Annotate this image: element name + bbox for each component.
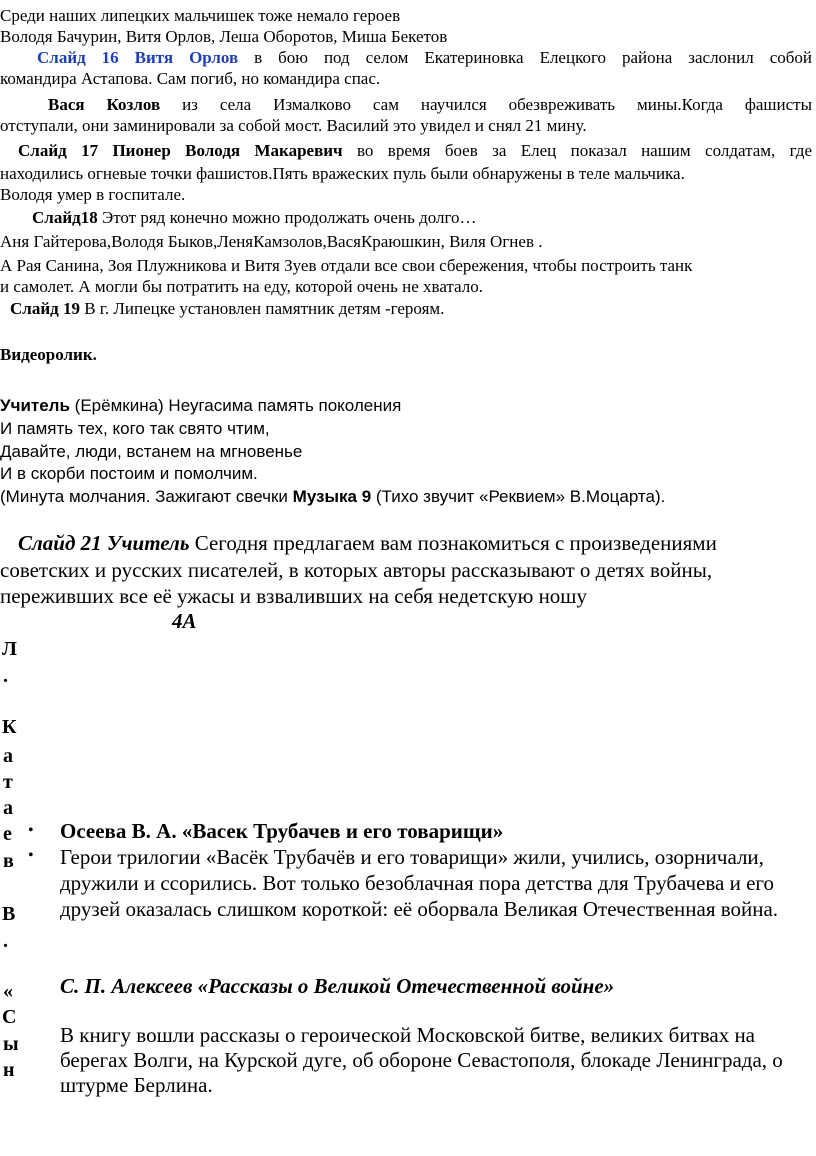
slide21-text-end: переживших все её ужасы и взваливших на себя недетскую ношу xyxy=(0,584,587,608)
bullet-2: • xyxy=(28,847,34,864)
minute-silence: (Минута молчания. Зажигают свечки xyxy=(0,487,293,506)
vertical-char-2: . xyxy=(3,665,8,687)
music-9: Музыка 9 xyxy=(292,487,372,506)
kozlov-text: из села Измалково сам научился обезвреживать мины.Когда фашисты xyxy=(160,95,812,114)
vertical-char-10: . xyxy=(3,930,8,952)
vertical-char-1: Л xyxy=(2,638,17,660)
poem-line-5 xyxy=(0,486,812,507)
marker-4a: 4А xyxy=(172,609,197,633)
slide17-text: во время боев за Елец показал нашим солдатам, где xyxy=(342,141,812,160)
poem-teacher: Учитель xyxy=(0,396,70,415)
kozlov-text-cont: отступали, они заминировали за собой мост. Василий это увидел и снял 21 мину. xyxy=(0,116,587,135)
vertical-char-4: а xyxy=(3,745,13,767)
book1-title: Осеева В. А. «Васек Трубачев и его товарищи» xyxy=(60,819,504,843)
poem-line-3: Давайте, люди, встанем на мгновенье xyxy=(0,442,303,461)
vertical-char-8: в xyxy=(3,850,14,872)
slide16-paragraph xyxy=(0,47,812,68)
book2-description: В книгу вошли рассказы о героической Московской битве, великих битвах на берегах Волги, на Курской дуге, об обороне Севастополя, блокаде Ленинграда, о штурме Берлина. xyxy=(60,1023,783,1097)
slide19-text: В г. Липецке установлен памятник детям -героям. xyxy=(79,299,445,318)
slide21-paragraph xyxy=(0,530,816,556)
vertical-char-11: « xyxy=(3,980,13,1002)
kozlov-name: Вася Козлов xyxy=(48,95,161,114)
vertical-char-14: н xyxy=(3,1059,15,1081)
slide17-text-end: Володя умер в госпитале. xyxy=(0,185,186,204)
vertical-char-3: К xyxy=(2,716,17,738)
slide17-paragraph xyxy=(0,140,812,161)
vertical-char-7: е xyxy=(3,823,12,845)
requiem-text: (Тихо звучит «Реквием» В.Моцарта). xyxy=(371,487,666,506)
slide16-label: Слайд 16 Витя Орлов xyxy=(37,48,239,67)
poem-line-2: И память тех, кого так свято чтим, xyxy=(0,419,270,438)
slide21-text-cont: советских и русских писателей, в которых авторы рассказывают о детях войны, xyxy=(0,558,713,582)
slide16-text-cont: командира Астапова. Сам погиб, но командира спас. xyxy=(0,69,381,88)
vertical-char-6: а xyxy=(3,797,13,819)
bullet-1: • xyxy=(28,822,34,839)
poem-line-1 xyxy=(0,395,812,416)
slide17-label: Слайд 17 Пионер Володя Макаревич xyxy=(18,141,343,160)
heroes-list: Володя Бачурин, Витя Орлов, Леша Оборотов, Миша Бекетов xyxy=(0,27,448,46)
vertical-char-5: т xyxy=(3,771,13,793)
poem-teacher-rest: (Ерёмкина) Неугасима память поколения xyxy=(69,396,402,415)
raya-line: А Рая Санина, Зоя Плужникова и Витя Зуев отдали все свои сбережения, чтобы построить танк xyxy=(0,256,693,275)
slide18-label: Слайд18 xyxy=(32,208,98,227)
vertical-char-9: В xyxy=(2,903,16,925)
slide18-text: Этот ряд конечно можно продолжать очень долго… xyxy=(97,208,477,227)
raya-line-cont: и самолет. А могли бы потратить на еду, которой очень не хватало. xyxy=(0,277,483,296)
names-line: Аня Гайтерова,Володя Быков,ЛеняКамзолов,ВасяКраюшкин, Виля Огнев . xyxy=(0,232,543,251)
slide19-paragraph xyxy=(0,298,816,319)
intro-line: Среди наших липецких мальчишек тоже немало героев xyxy=(0,6,401,25)
video-label: Видеоролик. xyxy=(0,345,97,364)
slide17-text-cont: находились огневые точки фашистов.Пять вражеских пуль были обнаружены в теле мальчика. xyxy=(0,164,685,183)
slide21-label: Слайд 21 Учитель xyxy=(18,531,190,555)
kozlov-paragraph xyxy=(0,94,812,115)
vertical-char-12: С xyxy=(2,1006,17,1028)
slide21-text: Сегодня предлагаем вам познакомиться с произведениями xyxy=(189,531,717,555)
slide16-text: в бою под селом Екатериновка Елецкого района заслонил собой xyxy=(238,48,812,67)
book1-description: Герои трилогии «Васёк Трубачёв и его товарищи» жили, учились, озорничали, дружили и ссорились. Вот только безоблачная пора детства для Трубачева и его друзей оказалась слишком короткой: её оборвала Великая Отечественная война. xyxy=(60,845,779,921)
book2-title: С. П. Алексеев «Рассказы о Великой Отечественной войне» xyxy=(60,974,615,998)
poem-line-4: И в скорби постоим и помолчим. xyxy=(0,464,258,483)
slide19-label: Слайд 19 xyxy=(10,299,80,318)
vertical-char-13: ы xyxy=(3,1033,19,1055)
slide18-paragraph xyxy=(0,207,816,228)
